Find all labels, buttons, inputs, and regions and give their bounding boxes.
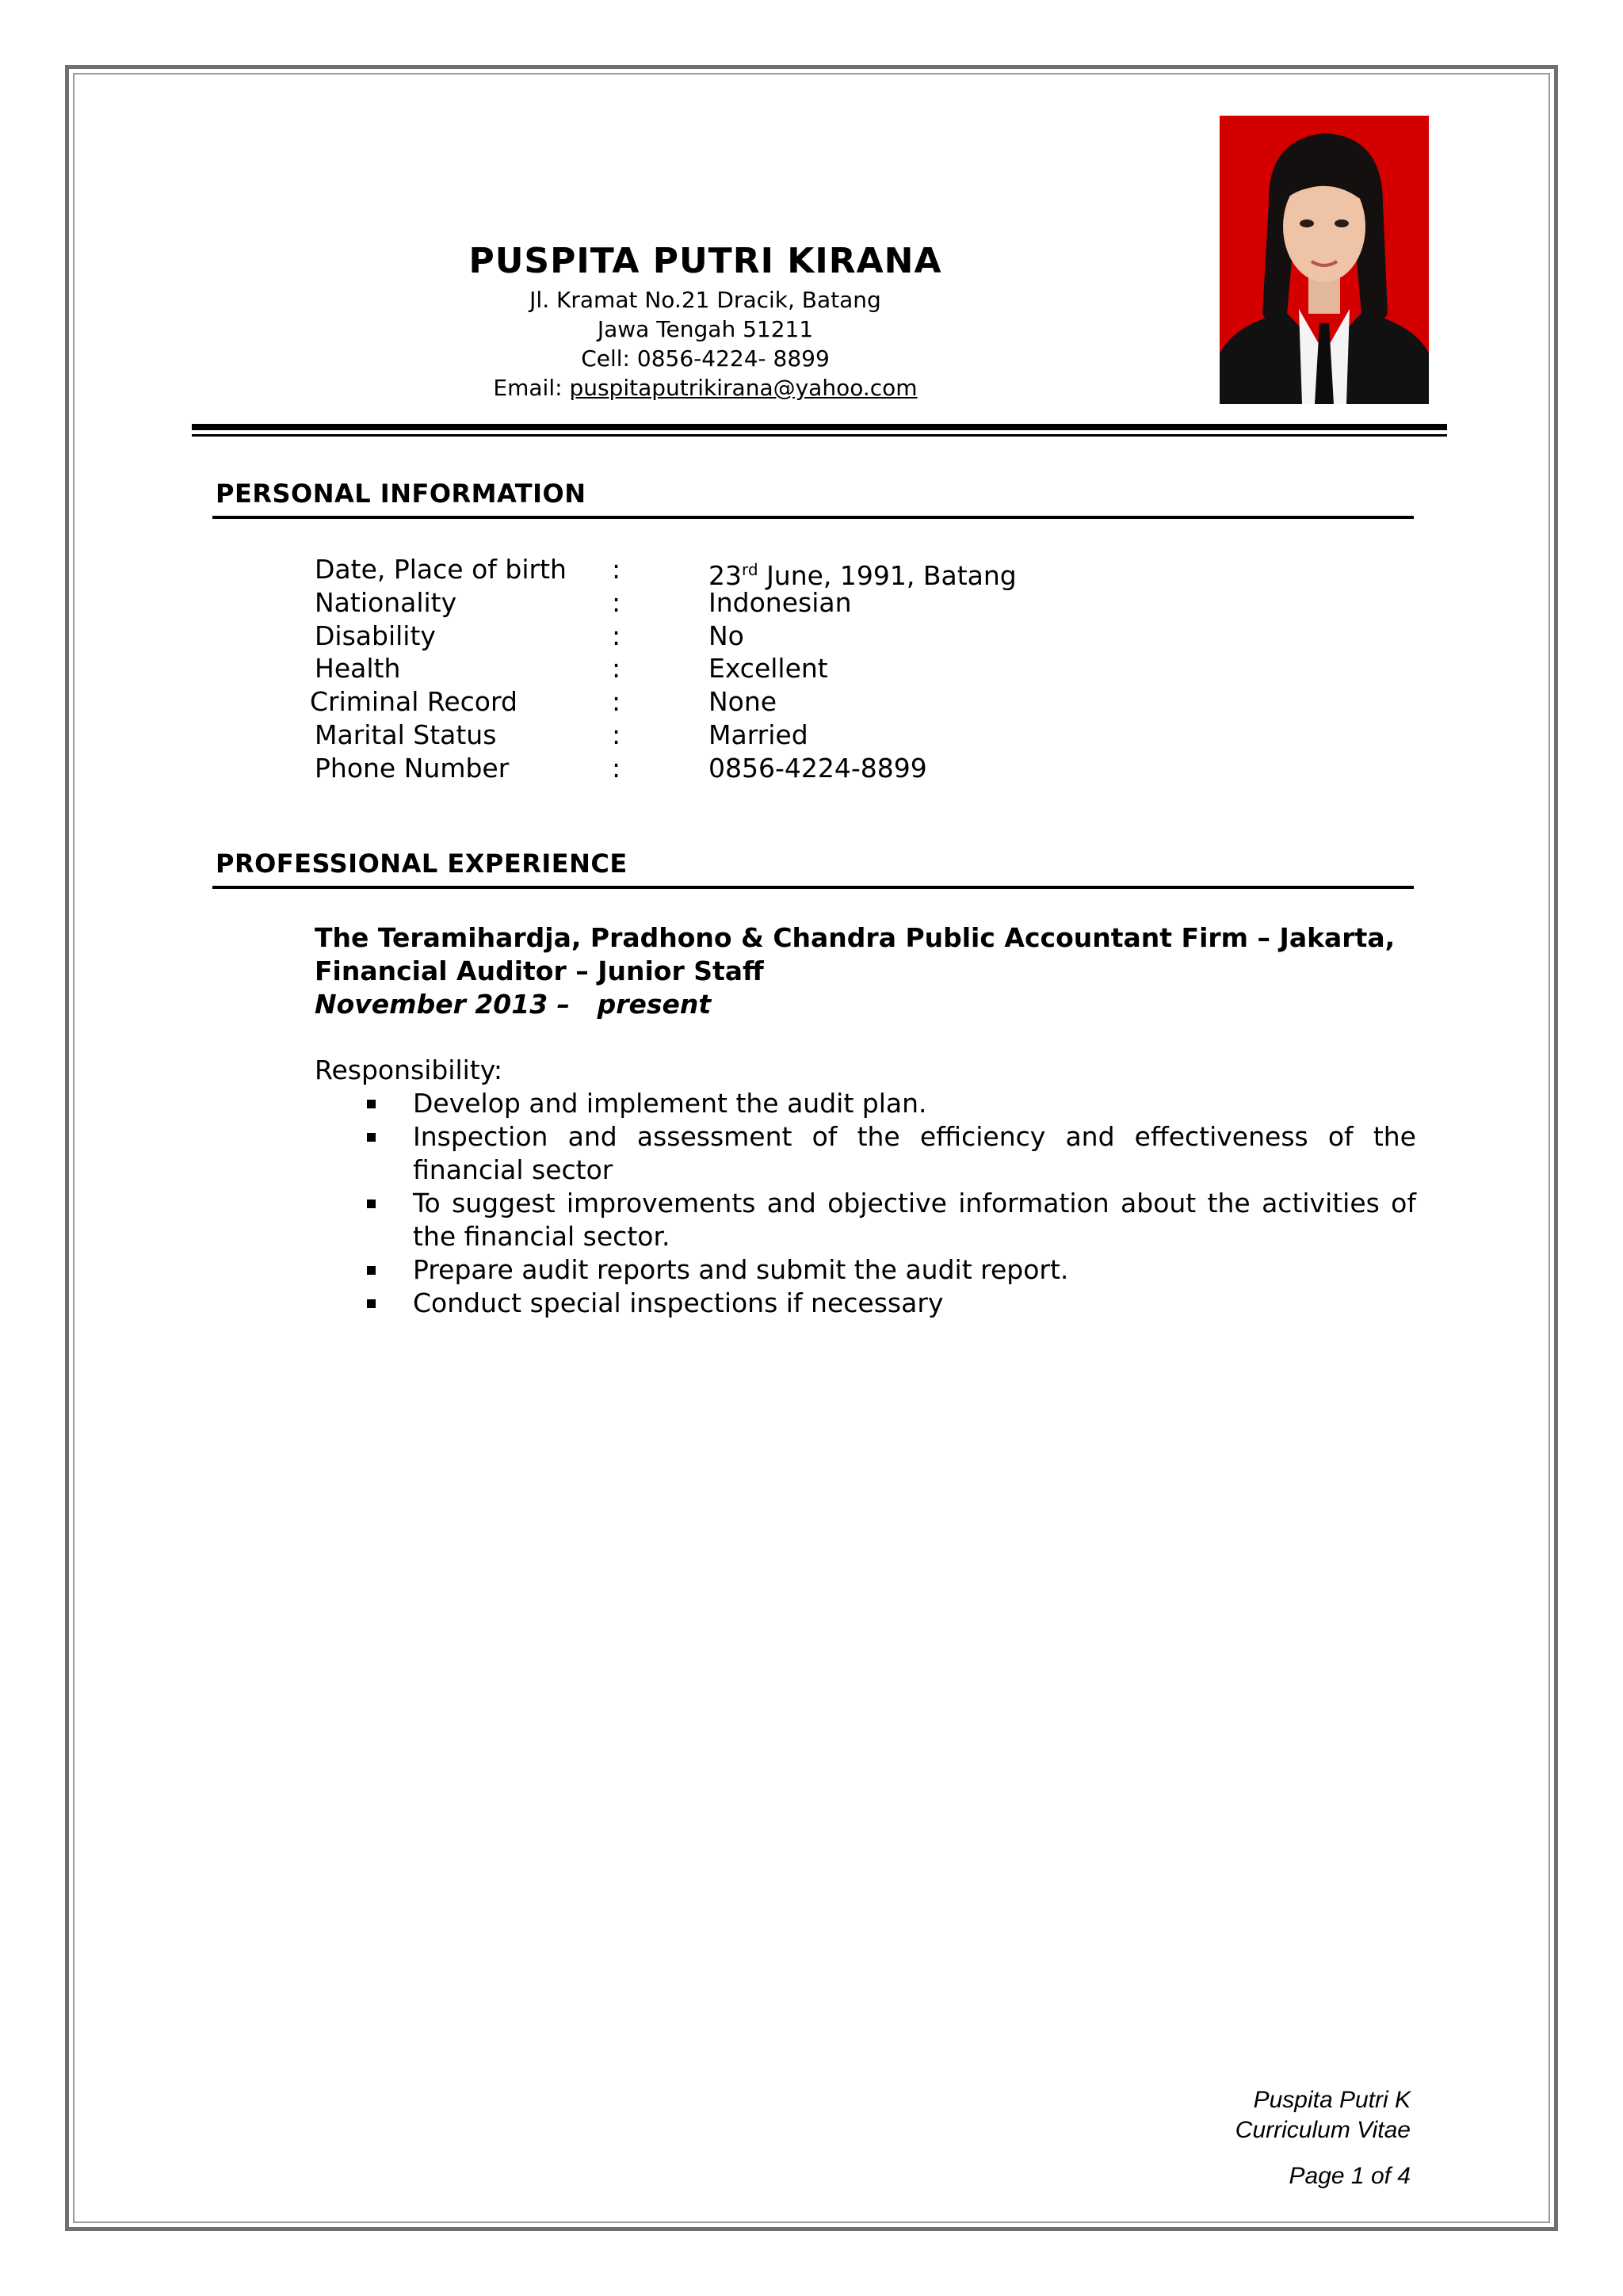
header-divider-thick [192, 424, 1447, 430]
list-item [315, 1253, 1416, 1287]
job-firm: The Teramihardja, Pradhono & Chandra Public Accountant Firm – Jakarta, [315, 922, 1396, 953]
list-item-text: Inspection and assessment of the efficiency and effectiveness of the financial sector [413, 1121, 1416, 1185]
section-underline-experience [212, 886, 1414, 889]
info-label: Disability [315, 620, 436, 651]
address-line-1: Jl. Kramat No.21 Dracik, Batang [529, 287, 881, 313]
info-label: Health [315, 653, 401, 684]
page-footer [1235, 2085, 1411, 2191]
responsibility-label: Responsibility: [315, 1055, 502, 1085]
bullet-square-icon [367, 1199, 376, 1208]
job-role: Financial Auditor – Junior Staff [315, 955, 764, 986]
info-value: No [708, 620, 744, 651]
cell-number: Cell: 0856-4224- 8899 [581, 345, 830, 372]
responsibility-list [315, 1087, 1416, 1320]
info-label: Phone Number [315, 753, 510, 784]
bullet-square-icon [367, 1299, 376, 1308]
info-colon: : [612, 587, 621, 618]
info-colon: : [612, 719, 621, 750]
footer-doc-title: Curriculum Vitae [1235, 2117, 1411, 2143]
info-label: Date, Place of birth [315, 554, 567, 585]
info-colon: : [612, 753, 621, 784]
list-item-text: Conduct special inspections if necessary [413, 1287, 944, 1318]
info-value: 0856-4224-8899 [708, 753, 927, 784]
list-item-text: Prepare audit reports and submit the audit report. [413, 1254, 1069, 1285]
info-colon: : [612, 686, 621, 717]
info-colon: : [612, 554, 621, 585]
list-item-text: To suggest improvements and objective information about the activities of the financial sector. [413, 1188, 1416, 1252]
header-divider-thin [192, 434, 1447, 437]
list-item [315, 1087, 1416, 1120]
responsibility-block [315, 1054, 1416, 1320]
info-value: Married [708, 719, 808, 750]
address-line-2: Jawa Tengah 51211 [597, 316, 814, 342]
email-label: Email: [493, 375, 570, 401]
info-colon: : [612, 620, 621, 651]
birth-rest: June, 1991, Batang [758, 560, 1017, 591]
info-value: Indonesian [708, 587, 852, 618]
list-item [315, 1187, 1416, 1253]
info-colon: : [612, 653, 621, 684]
list-item-text: Develop and implement the audit plan. [413, 1088, 927, 1119]
list-item [315, 1287, 1416, 1320]
job-entry [315, 921, 1424, 1021]
portrait-image [1220, 116, 1429, 404]
bullet-square-icon [367, 1100, 376, 1108]
birth-day: 23 [708, 560, 742, 591]
info-label: Marital Status [315, 719, 497, 750]
footer-name: Puspita Putri K [1253, 2087, 1411, 2113]
email-line [309, 373, 1102, 402]
footer-page-number: Page 1 of 4 [1289, 2163, 1411, 2189]
email-link[interactable]: puspitaputrikirana@yahoo.com [569, 375, 918, 401]
info-label: Criminal Record [310, 686, 517, 717]
section-title-experience: PROFESSIONAL EXPERIENCE [216, 849, 628, 879]
bullet-square-icon [367, 1133, 376, 1142]
info-label: Nationality [315, 587, 457, 618]
bullet-square-icon [367, 1266, 376, 1275]
header-block [309, 238, 1102, 402]
list-item [315, 1120, 1416, 1187]
birth-day-suffix: rd [742, 560, 758, 579]
section-underline-personal [212, 516, 1414, 519]
info-value: None [708, 686, 777, 717]
profile-photo [1220, 116, 1429, 404]
applicant-name: PUSPITA PUTRI KIRANA [468, 241, 942, 281]
info-value: Excellent [708, 653, 828, 684]
job-period: November 2013 – present [315, 989, 712, 1020]
section-title-personal: PERSONAL INFORMATION [216, 479, 586, 509]
